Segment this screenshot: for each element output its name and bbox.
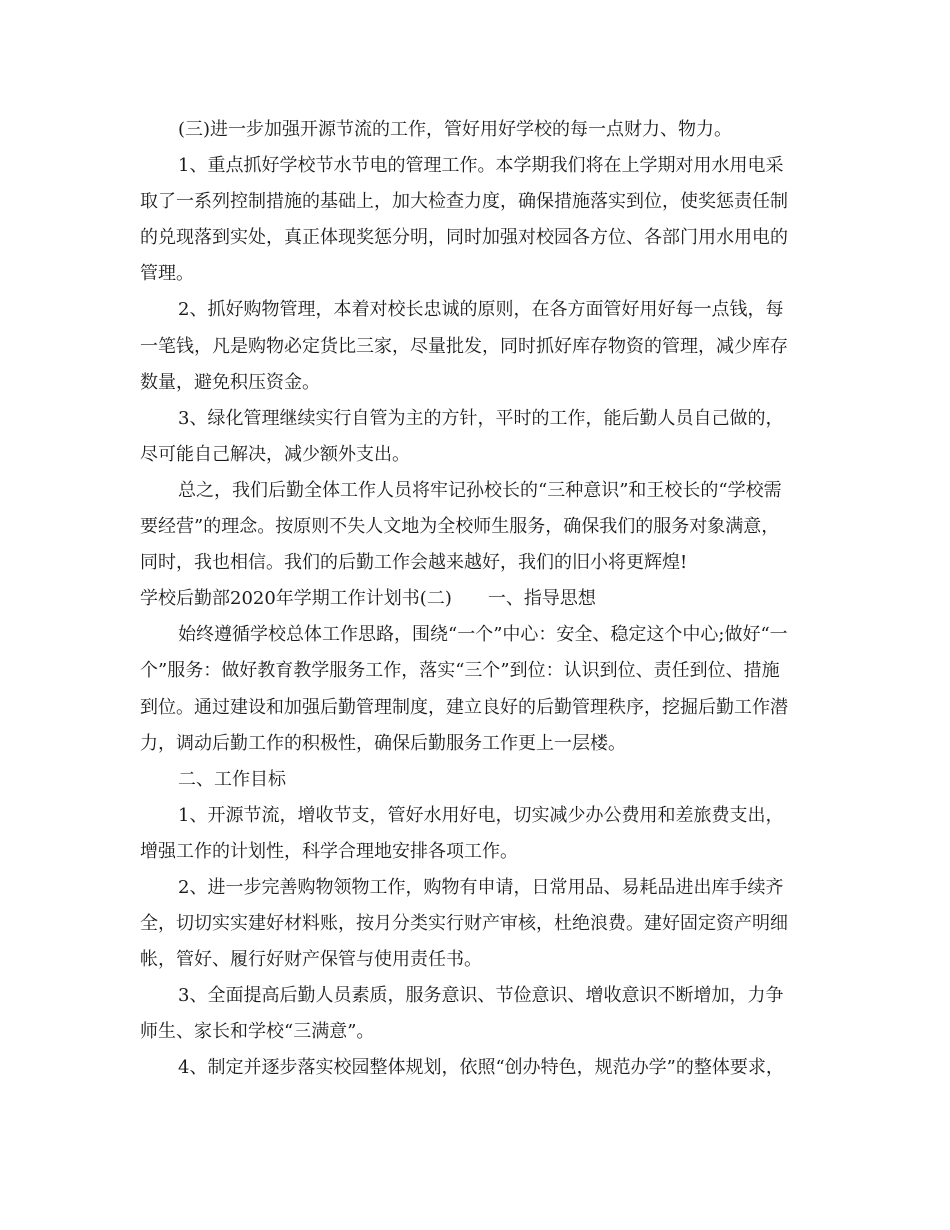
text-line: 管理。	[140, 263, 194, 285]
text-line: 尽可能自己解决，减少额外支出。	[140, 443, 410, 465]
paragraph-first-line: 3、全面提高后勤人员素质，服务意识、节俭意识、增收意识不断增加，力争	[178, 985, 784, 1007]
text-line: 师生、家长和学校“三满意”。	[140, 1021, 375, 1043]
text-line: 个”服务：做好教育教学服务工作，落实“三个”到位：认识到位、责任到位、措施	[140, 660, 780, 682]
paragraph-first-line: 4、制定并逐步落实校园整体规划，依照“创办特色，规范办学”的整体要求，	[178, 1057, 784, 1079]
text-line: 力，调动后勤工作的积极性，确保后勤服务工作更上一层楼。	[140, 732, 626, 754]
document-body	[140, 112, 806, 1087]
text-line: 到位。通过建设和加强后勤管理制度，建立良好的后勤管理秩序，挖掘后勤工作潜	[140, 696, 788, 718]
text-line: 的兑现落到实处，真正体现奖惩分明，同时加强对校园各方位、各部门用水用电的	[140, 227, 788, 249]
text-line: 帐，管好、履行好财产保管与使用责任书。	[140, 949, 482, 971]
text-line: 全，切切实实建好材料账，按月分类实行财产审核，杜绝浪费。建好固定资产明细	[140, 913, 788, 935]
paragraph-first-line: 3、绿化管理继续实行自管为主的方针，平时的工作，能后勤人员自己做的，	[178, 407, 784, 429]
text-line: 数量，避免积压资金。	[140, 371, 320, 393]
text-line: 同时，我也相信。我们的后勤工作会越来越好，我们的旧小将更辉煌!	[140, 552, 688, 574]
paragraph-first-line: 1、重点抓好学校节水节电的管理工作。本学期我们将在上学期对用水用电采	[178, 155, 784, 177]
text-line: 增强工作的计划性，科学合理地安排各项工作。	[140, 840, 518, 862]
text-line: 学校后勤部2020年学期工作计划书(二) 一、指导思想	[140, 588, 596, 610]
paragraph-first-line: 总之，我们后勤全体工作人员将牢记孙校长的“三种意识”和王校长的“学校需	[178, 479, 782, 501]
text-line: 取了一系列控制措施的基础上，加大检查力度，确保措施落实到位，使奖惩责任制	[140, 191, 788, 213]
paragraph-first-line: 1、开源节流，增收节支，管好水用好电，切实减少办公费用和差旅费支出，	[178, 804, 784, 826]
paragraph-first-line: (三)进一步加强开源节流的工作，管好用好学校的每一点财力、物力。	[178, 119, 733, 140]
paragraph-first-line: 始终遵循学校总体工作思路，围绕“一个”中心：安全、稳定这个中心;做好“一	[178, 624, 788, 646]
text-line: 要经营”的理念。按原则不失人文地为全校师生服务，确保我们的服务对象满意，	[140, 516, 780, 538]
paragraph-first-line: 2、进一步完善购物领物工作，购物有申请，日常用品、易耗品进出库手续齐	[178, 876, 784, 898]
text-line: 一笔钱，凡是购物必定货比三家，尽量批发，同时抓好库存物资的管理，减少库存	[140, 335, 788, 357]
paragraph-first-line: 二、工作目标	[178, 768, 286, 790]
paragraph-first-line: 2、抓好购物管理，本着对校长忠诚的原则，在各方面管好用好每一点钱，每	[178, 299, 784, 321]
